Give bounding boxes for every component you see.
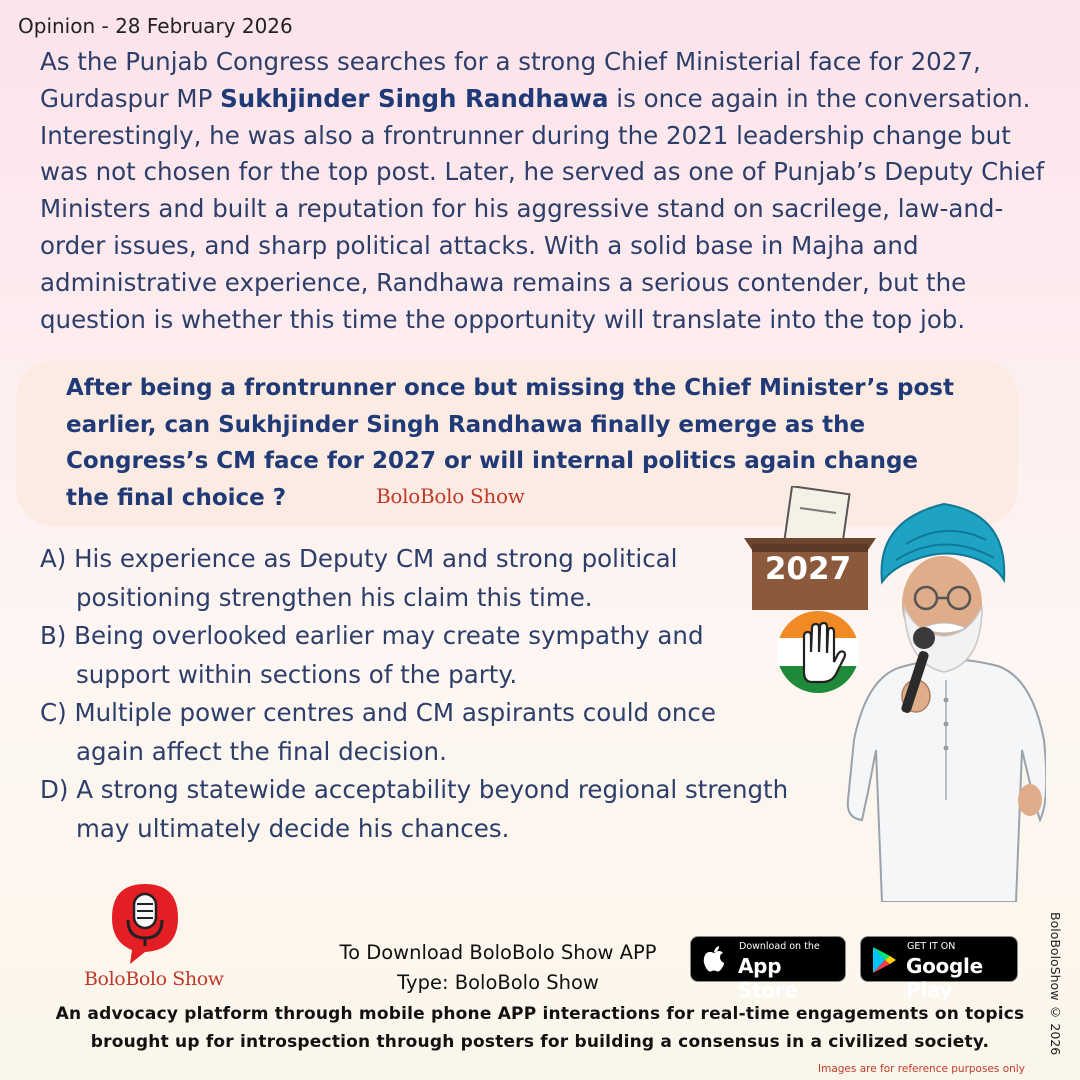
intro-paragraph <box>40 44 1050 338</box>
intro-highlight-name: Sukhjinder Singh Randhawa <box>220 83 609 113</box>
option-b-line2: support within sections of the party. <box>76 659 518 689</box>
download-instructions <box>316 938 680 998</box>
tagline <box>20 1000 1060 1056</box>
app-store-button[interactable] <box>690 936 846 1002</box>
watermark-brand: BoloBolo Show <box>376 484 525 508</box>
question-text: After being a frontrunner once but missing the Chief Minister’s post earlier, can Sukhjinder Singh Randhawa finally emerge as the Congress’s CM face for 2027 or will internal politics again change the final choice ? <box>66 375 954 511</box>
option-a-line1: A) His experience as Deputy CM and strong political <box>40 544 678 573</box>
footer-brand: BoloBolo Show <box>84 968 224 990</box>
option-c-line2: again affect the final decision. <box>76 736 447 766</box>
app-store-label: App Store <box>738 954 798 1002</box>
app-store-small-text: Download on the <box>739 941 820 952</box>
option-d[interactable] <box>40 771 870 848</box>
tagline-line2: brought up for introspection through posters for building a consensus in a civilized society. <box>90 1032 990 1052</box>
randhawa-illustration <box>846 500 1046 902</box>
option-c[interactable] <box>40 694 870 771</box>
intro-text-end: is once again in the conversation. Interestingly, he was also a frontrunner during the 2021 leadership change but was not chosen for the top post. Later, he served as one of Punjab’s Deputy Chief Ministers and built a reputation for his aggressive stand on sacrilege, law-and-order issues, and sharp political attacks. With a solid base in Majha and administrative experience, Randhawa remains a serious contender, but the question is whether this time the opportunity will translate into the top job. <box>40 83 1045 334</box>
google-play-small-text: GET IT ON <box>907 941 956 952</box>
copyright-notice: BoloBoloShow © 2026 <box>1048 912 1063 1056</box>
intro-text-start: As the Punjab Congress searches for a strong Chief Ministerial face for 2027, Gurdaspur MP <box>40 47 981 113</box>
podcast-mic-icon <box>108 880 182 966</box>
google-play-icon <box>871 946 897 974</box>
option-b-line1: B) Being overlooked earlier may create sympathy and <box>40 621 704 650</box>
google-play-button[interactable] <box>860 936 1018 1002</box>
download-line1: To Download BoloBolo Show APP <box>339 941 657 964</box>
option-d-line1: D) A strong statewide acceptability beyond regional strength <box>40 775 789 804</box>
google-play-label: Google Play <box>906 954 983 1002</box>
download-line2: Type: BoloBolo Show <box>397 971 599 994</box>
option-d-line2: may ultimately decide his chances. <box>76 813 510 843</box>
date-line: Opinion - 28 February 2026 <box>18 14 293 38</box>
option-a-line2: positioning strengthen his claim this time. <box>76 582 593 612</box>
reference-note: Images are for reference purposes only <box>818 1063 1025 1075</box>
option-b[interactable] <box>40 617 870 694</box>
option-c-line1: C) Multiple power centres and CM aspirants could once <box>40 698 716 727</box>
apple-icon <box>702 945 726 973</box>
tagline-line1: An advocacy platform through mobile phone APP interactions for real-time engagements on topics <box>55 1004 1025 1024</box>
ballot-year: 2027 <box>764 551 852 587</box>
